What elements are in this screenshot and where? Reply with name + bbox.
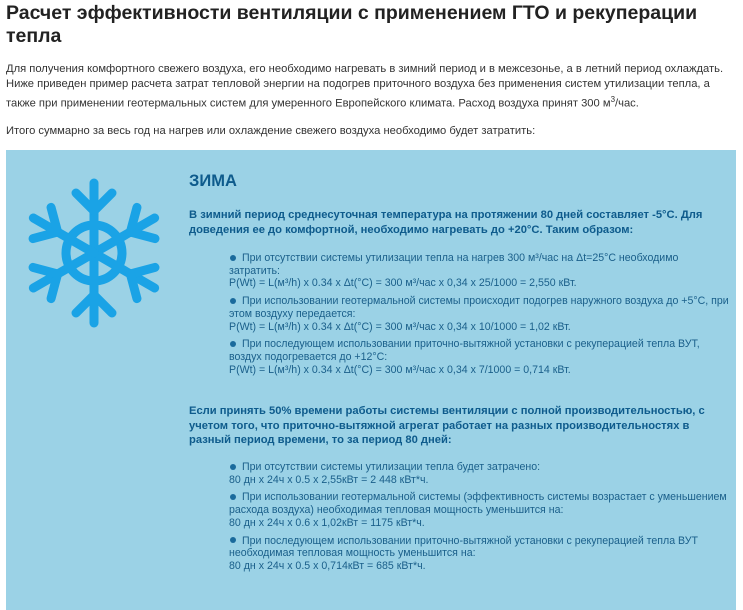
bullet-icon — [230, 494, 236, 500]
list-item: При последующем использовании приточно-вытяжной установки с рекуперацией тепла ВУТ необходимая тепловая мощность уменьшится на: 80 дн x 24ч x 0.5 x 0,714кВт = 685 кВт*ч. — [229, 534, 698, 572]
winter-panel — [6, 150, 736, 610]
winter-calc-list — [229, 252, 729, 381]
intro-paragraph: Для получения комфортного свежего воздуха, его необходимо нагревать в зимний период и в межсезонье, а в летний период охлаждать. Ниже приведен пример расчета затрат тепловой энергии на подогрев приточного воздуха без применения систем утилизации тепла, а также при применении геотермальных систем для умеренного Европейского климата. Расход воздуха принят 300 $м^3$/час. — [6, 63, 724, 110]
list-item: При использовании геотермальной системы происходит подогрев наружного воздуха до +5°C, при этом воздуху передается: P(Wt) = L(м³/h) x 0.34 x Δt(°C) = 300 м³/час x 0,34 x 10/1000 = 1,02 кВт. — [229, 295, 729, 333]
snowflake-icon — [18, 177, 170, 329]
bullet-icon — [230, 298, 236, 304]
list-item: При отсутствии системы утилизации тепла будет затрачено: 80 дн x 24ч x 0.5 x 2,55кВт = 2 448 кВт*ч. — [229, 461, 541, 486]
bullet-icon — [230, 341, 236, 347]
bullet-icon — [230, 464, 236, 470]
winter-lead-2: Если принять 50% времени работы системы вентиляции с полной производительностью, с учетом того, что приточно-вытяжной агрегат работает на разных производительностях в разный период времени, то за период 80 дней: — [189, 405, 705, 446]
list-item: При использовании геотермальной системы (эффективность системы возрастает с уменьшением расхода воздуха) необходимая тепловая мощность уменьшится на: 80 дн x 24ч x 0.6 x 1,02кВт = 1175 кВт*ч. — [229, 491, 727, 529]
winter-lead: В зимний период среднесуточная температура на протяжении 80 дней составляет -5°С. Для доведения ее до комфортной, необходимо нагревать до +20°С. Таким образом: — [189, 209, 703, 236]
bullet-icon — [230, 255, 236, 261]
list-item: При последующем использовании приточно-вытяжной установки с рекуперацией тепла ВУТ, воздух подогревается до +12°С: P(Wt) = L(м³/h) x 0.34 x Δt(°C) = 300 м³/час x 0,34 x 7/1000 = 0,714 кВт. — [229, 338, 700, 376]
total-intro-text: Итого суммарно за весь год на нагрев или охлаждение свежего воздуха необходимо будет затратить: — [6, 125, 536, 137]
page-title: Расчет эффективности вентиляции с применением ГТО и рекуперации тепла — [6, 2, 698, 47]
list-item: При отсутствии системы утилизации тепла на нагрев 300 м³/час на Δt=25°C необходимо затратить: P(Wt) = L(м³/h) x 0.34 x Δt(°C) = 300 м³/час x 0,34 x 25/1000 = 2,550 кВт. — [229, 252, 679, 290]
winter-period-list — [229, 461, 729, 578]
season-title: ЗИМА — [189, 172, 237, 190]
bullet-icon — [230, 537, 236, 543]
